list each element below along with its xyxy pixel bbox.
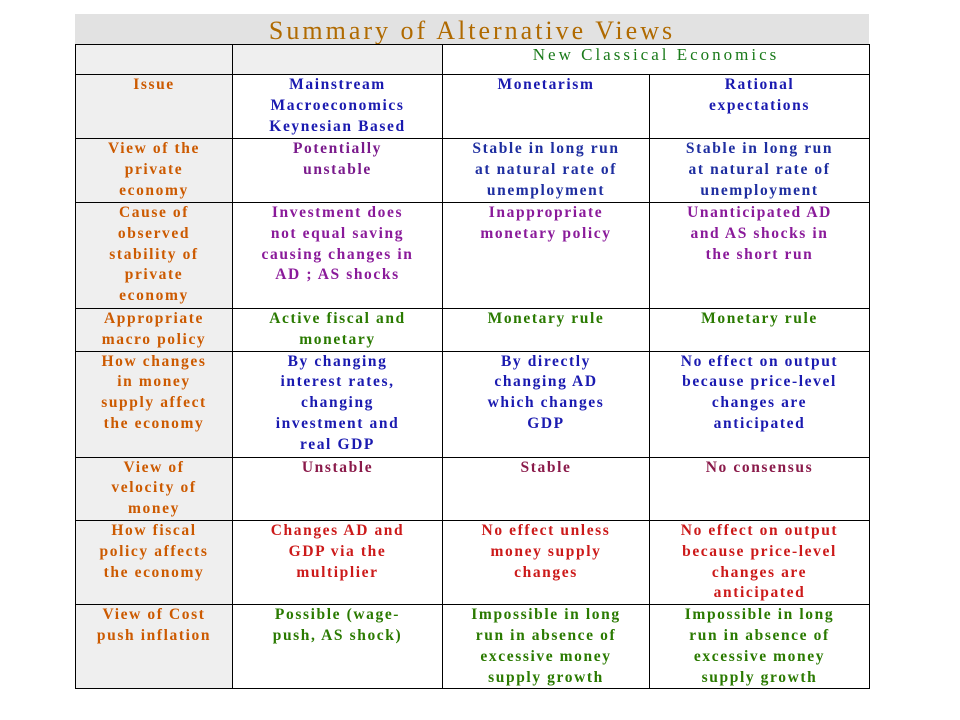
cell-line: run in absence of [689,626,830,644]
cell-line: changes are [711,563,808,581]
monetarism-cell [443,203,650,309]
mainstream-cell [233,457,443,520]
cell-line: Active fiscal and [269,310,406,327]
rational-cell [650,203,870,309]
mainstream-cell [233,203,443,309]
cell-line: unemployment [700,181,819,199]
cell-line: Possible (wage- [274,606,401,624]
rational-cell [650,605,870,689]
cell-line: No effect on output [680,352,839,370]
monetarism-cell [443,309,650,352]
cell-line: the short run [705,245,814,263]
cell-line: anticipated [713,584,806,602]
cell-line: Unanticipated AD [687,204,832,221]
blank-cell [233,45,443,75]
cell-line: View of Cost [102,606,206,624]
table-row [76,457,870,520]
cell-line: GDP [527,414,565,432]
cell-line: GDP via the [288,542,387,560]
col-issue-label: Issue [133,76,175,93]
cell-line: changing AD [494,373,598,391]
issue-cell [76,351,233,457]
cell-line: Stable [520,458,572,476]
cell-line: economy [119,181,189,199]
cell-line: anticipated [713,414,806,432]
cell-line: No consensus [705,458,814,476]
cell-line: Potentially [292,140,383,157]
mainstream-cell [233,520,443,604]
cell-line: Inappropriate [488,204,604,221]
page-title: Summary of Alternative Views [268,16,676,45]
cell-line: View of the [108,140,200,157]
cell-line: How changes [101,352,207,370]
issue-cell [76,605,233,689]
issue-cell [76,309,233,352]
cell-line: interest rates, [280,373,395,391]
monetarism-cell [443,457,650,520]
cell-line: policy affects [99,542,209,560]
new-classical-header: New Classical Economics [443,45,870,75]
title-band [75,14,869,44]
cell-line: push inflation [96,626,212,644]
cell-line: at natural rate of [474,160,617,178]
cell-line: changes [514,563,578,581]
cell-line: View of [123,458,185,476]
cell-line: changing [300,394,375,412]
cell-line: money [128,500,180,518]
cell-line: observed [117,224,191,242]
cell-line: unstable [303,160,372,178]
cell-line: excessive money [693,647,826,665]
column-header-row [76,75,870,139]
table-row [76,351,870,457]
cell-line: monetary policy [480,224,612,242]
cell-line: stability of [109,245,199,263]
table-row [76,139,870,203]
cell-line: macro policy [101,330,207,348]
summary-table [75,44,870,689]
cell-line: supply growth [488,668,604,686]
cell-line: Impossible in long [684,606,835,624]
cell-line: No effect unless [481,521,611,539]
table-row [76,520,870,604]
blank-cell [76,45,233,75]
cell-line: the economy [103,414,205,432]
cell-line: multiplier [296,563,379,581]
cell-line: Cause of [118,204,190,221]
issue-cell [76,139,233,203]
cell-line: AD ; AS shocks [275,266,400,284]
issue-cell [76,203,233,309]
issue-cell [76,520,233,604]
mainstream-cell [233,139,443,203]
cell-line: Unstable [301,458,374,476]
cell-line: Changes AD and [270,521,405,539]
cell-line: unemployment [486,181,606,199]
cell-line: monetary [299,330,376,348]
col-rational [650,75,870,139]
cell-line: Appropriate [104,310,204,327]
cell-line: No effect on output [680,521,839,539]
rational-cell [650,139,870,203]
issue-cell [76,457,233,520]
rational-cell [650,457,870,520]
rational-cell [650,520,870,604]
cell-line: because price-level [682,373,837,391]
cell-line: push, AS shock) [272,626,403,644]
monetarism-cell [443,520,650,604]
cell-line: supply growth [701,668,818,686]
cell-line: money supply [490,542,602,560]
rational-cell [650,309,870,352]
table-row [76,309,870,352]
col-rational-line: expectations [709,96,810,114]
cell-line: velocity of [111,479,197,497]
col-issue [76,75,233,139]
col-mainstream-line: Macroeconomics [270,96,405,114]
cell-line: at natural rate of [688,160,831,178]
rational-cell [650,351,870,457]
cell-line: Stable in long run [685,140,834,157]
cell-line: Investment does [271,204,404,221]
cell-line: supply affect [101,394,207,412]
mainstream-cell [233,309,443,352]
cell-line: in money [117,373,191,391]
cell-line: Impossible in long [471,606,621,624]
cell-line: not equal saving [270,224,405,242]
cell-line: Monetary rule [701,310,818,327]
cell-line: the economy [103,563,205,581]
cell-line: causing changes in [261,245,414,263]
cell-line: private [124,160,184,178]
col-mainstream-line: Keynesian Based [269,117,406,135]
cell-line: which changes [487,394,605,412]
col-mainstream [233,75,443,139]
cell-line: changes are [711,394,808,412]
group-header-row [76,45,870,75]
monetarism-cell [443,351,650,457]
cell-line: investment and [275,414,400,432]
cell-line: Stable in long run [472,140,620,157]
table-row [76,605,870,689]
mainstream-cell [233,605,443,689]
col-monetarism [443,75,650,139]
col-monetarism-label: Monetarism [497,76,595,93]
monetarism-cell [443,139,650,203]
cell-line: private [124,266,184,284]
monetarism-cell [443,605,650,689]
cell-line: How fiscal [111,521,197,539]
mainstream-cell [233,351,443,457]
cell-line: economy [119,287,189,305]
cell-line: and AS shocks in [690,224,829,242]
col-rational-line: Rational [724,76,795,93]
cell-line: excessive money [480,647,612,665]
cell-line: By directly [500,352,592,370]
col-mainstream-line: Mainstream [289,76,386,93]
cell-line: Monetary rule [487,310,605,327]
table-row [76,203,870,309]
cell-line: real GDP [300,435,375,453]
cell-line: By changing [287,352,388,370]
cell-line: because price-level [682,542,837,560]
cell-line: run in absence of [475,626,617,644]
